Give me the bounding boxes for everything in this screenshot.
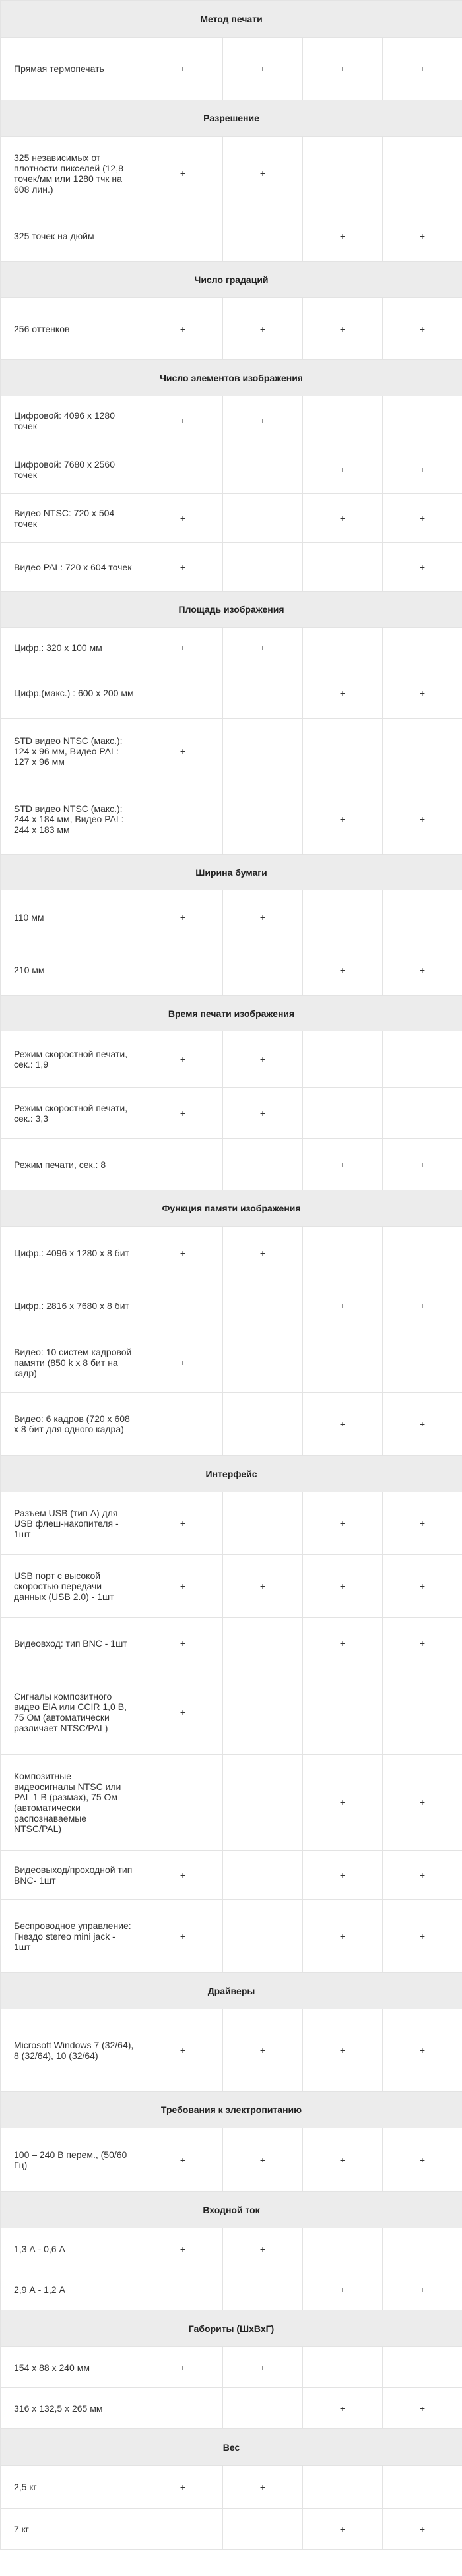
- availability-mark-model-1: +: [143, 494, 223, 543]
- spec-label: Режим скоростной печати, сек.: 3,3: [1, 1088, 143, 1139]
- availability-mark-model-4: +: [383, 38, 462, 100]
- availability-mark-model-4: +: [383, 494, 462, 543]
- availability-mark-model-2: +: [223, 2128, 303, 2192]
- availability-mark-model-4: [383, 2228, 462, 2269]
- spec-row: [1, 1669, 462, 1755]
- availability-mark-model-3: [303, 1227, 383, 1279]
- availability-mark-model-1: [143, 1139, 223, 1190]
- spec-label: Режим печати, сек.: 8: [1, 1139, 143, 1190]
- availability-mark-model-2: [223, 2509, 303, 2550]
- spec-row: [1, 1851, 462, 1900]
- availability-mark-model-1: [143, 783, 223, 855]
- spec-row: [1, 1755, 462, 1851]
- availability-mark-model-4: +: [383, 1139, 462, 1190]
- availability-mark-model-3: [303, 137, 383, 210]
- availability-mark-model-1: +: [143, 1618, 223, 1669]
- availability-mark-model-1: +: [143, 1492, 223, 1555]
- availability-mark-model-3: +: [303, 1139, 383, 1190]
- spec-row: [1, 1492, 462, 1555]
- availability-mark-model-4: +: [383, 1492, 462, 1555]
- spec-label: 100 – 240 В перем., (50/60 Гц): [1, 2128, 143, 2192]
- spec-row: [1, 2009, 462, 2092]
- spec-label: USB порт с высокой скоростью передачи данных (USB 2.0) - 1шт: [1, 1555, 143, 1618]
- spec-label: Microsoft Windows 7 (32/64), 8 (32/64), 10 (32/64): [1, 2009, 143, 2092]
- spec-label: STD видео NTSC (макс.): 244 x 184 мм, Видео PAL: 244 x 183 мм: [1, 783, 143, 855]
- availability-mark-model-3: [303, 719, 383, 783]
- spec-row: [1, 719, 462, 783]
- section-header: [1, 1190, 462, 1227]
- availability-mark-model-3: +: [303, 667, 383, 719]
- availability-mark-model-1: [143, 944, 223, 996]
- availability-mark-model-4: +: [383, 2269, 462, 2310]
- availability-mark-model-2: [223, 1393, 303, 1456]
- availability-mark-model-1: +: [143, 298, 223, 360]
- availability-mark-model-4: +: [383, 543, 462, 592]
- availability-mark-model-2: +: [223, 2347, 303, 2388]
- spec-label: 154 x 88 x 240 мм: [1, 2347, 143, 2388]
- availability-mark-model-1: +: [143, 38, 223, 100]
- spec-label: 2,9 А - 1,2 А: [1, 2269, 143, 2310]
- spec-row: [1, 2269, 462, 2310]
- availability-mark-model-4: +: [383, 1851, 462, 1900]
- availability-mark-model-1: [143, 2269, 223, 2310]
- availability-mark-model-3: [303, 543, 383, 592]
- availability-mark-model-3: +: [303, 298, 383, 360]
- availability-mark-model-3: +: [303, 2009, 383, 2092]
- availability-mark-model-1: +: [143, 2347, 223, 2388]
- availability-mark-model-3: +: [303, 1393, 383, 1456]
- spec-row: [1, 210, 462, 262]
- availability-mark-model-4: +: [383, 2009, 462, 2092]
- availability-mark-model-4: +: [383, 1618, 462, 1669]
- spec-label: Прямая термопечать: [1, 38, 143, 100]
- availability-mark-model-1: +: [143, 543, 223, 592]
- spec-row: [1, 667, 462, 719]
- availability-mark-model-2: [223, 1900, 303, 1973]
- spec-label: Видео NTSC: 720 x 504 точек: [1, 494, 143, 543]
- availability-mark-model-4: [383, 137, 462, 210]
- section-title: Число градаций: [1, 262, 462, 298]
- availability-mark-model-1: +: [143, 1031, 223, 1088]
- section-header: [1, 2192, 462, 2228]
- availability-mark-model-4: +: [383, 2509, 462, 2550]
- availability-mark-model-3: [303, 2347, 383, 2388]
- availability-mark-model-3: +: [303, 1555, 383, 1618]
- availability-mark-model-3: +: [303, 1851, 383, 1900]
- section-title: Метод печати: [1, 1, 462, 38]
- availability-mark-model-4: +: [383, 667, 462, 719]
- spec-label: 316 x 132,5 x 265 мм: [1, 2388, 143, 2429]
- section-title: Требования к электропитанию: [1, 2092, 462, 2128]
- availability-mark-model-2: [223, 2388, 303, 2429]
- availability-mark-model-3: +: [303, 2128, 383, 2192]
- spec-row: [1, 1900, 462, 1973]
- availability-mark-model-2: [223, 1755, 303, 1851]
- spec-label: Беспроводное управление: Гнездо stereo mini jack - 1шт: [1, 1900, 143, 1973]
- availability-mark-model-1: +: [143, 1227, 223, 1279]
- spec-label: Композитные видеосигналы NTSC или PAL 1 В (размах), 75 Ом (автоматически распознаваемые NTSC/PAL): [1, 1755, 143, 1851]
- availability-mark-model-2: +: [223, 137, 303, 210]
- availability-mark-model-2: +: [223, 1227, 303, 1279]
- spec-row: [1, 298, 462, 360]
- spec-label: Цифровой: 7680 x 2560 точек: [1, 445, 143, 494]
- availability-mark-model-3: +: [303, 2388, 383, 2429]
- spec-label: 210 мм: [1, 944, 143, 996]
- availability-mark-model-4: +: [383, 298, 462, 360]
- availability-mark-model-4: +: [383, 944, 462, 996]
- availability-mark-model-2: [223, 1332, 303, 1393]
- availability-mark-model-3: +: [303, 210, 383, 262]
- availability-mark-model-4: [383, 1669, 462, 1755]
- availability-mark-model-1: +: [143, 628, 223, 667]
- availability-mark-model-2: +: [223, 1031, 303, 1088]
- spec-label: Сигналы композитного видео EIA или CCIR 1,0 В, 75 Ом (автоматически различает NTSC/PAL): [1, 1669, 143, 1755]
- availability-mark-model-3: [303, 628, 383, 667]
- section-title: Функция памяти изображения: [1, 1190, 462, 1227]
- availability-mark-model-3: +: [303, 1279, 383, 1332]
- availability-mark-model-4: [383, 1031, 462, 1088]
- availability-mark-model-2: +: [223, 1555, 303, 1618]
- availability-mark-model-2: [223, 1851, 303, 1900]
- section-header: [1, 855, 462, 890]
- availability-mark-model-4: [383, 2466, 462, 2509]
- availability-mark-model-3: +: [303, 2269, 383, 2310]
- spec-table-body: [1, 1, 462, 2550]
- availability-mark-model-3: [303, 396, 383, 445]
- availability-mark-model-1: +: [143, 2466, 223, 2509]
- availability-mark-model-2: [223, 783, 303, 855]
- spec-row: [1, 38, 462, 100]
- spec-row: [1, 543, 462, 592]
- spec-row: [1, 1555, 462, 1618]
- availability-mark-model-4: [383, 719, 462, 783]
- spec-label: Цифр.: 2816 x 7680 x 8 бит: [1, 1279, 143, 1332]
- availability-mark-model-4: [383, 1332, 462, 1393]
- spec-label: STD видео NTSC (макс.): 124 x 96 мм, Видео PAL: 127 x 96 мм: [1, 719, 143, 783]
- availability-mark-model-3: [303, 1669, 383, 1755]
- availability-mark-model-3: +: [303, 494, 383, 543]
- availability-mark-model-4: [383, 396, 462, 445]
- spec-label: 325 точек на дюйм: [1, 210, 143, 262]
- availability-mark-model-3: +: [303, 445, 383, 494]
- spec-row: [1, 944, 462, 996]
- spec-row: [1, 2228, 462, 2269]
- availability-mark-model-2: [223, 1669, 303, 1755]
- availability-mark-model-2: +: [223, 2466, 303, 2509]
- spec-label: Цифр.(макс.) : 600 x 200 мм: [1, 667, 143, 719]
- availability-mark-model-3: [303, 890, 383, 944]
- availability-mark-model-4: [383, 628, 462, 667]
- availability-mark-model-1: +: [143, 1851, 223, 1900]
- spec-row: [1, 1332, 462, 1393]
- section-title: Время печати изображения: [1, 996, 462, 1031]
- availability-mark-model-2: [223, 543, 303, 592]
- availability-mark-model-1: [143, 1279, 223, 1332]
- availability-mark-model-4: +: [383, 210, 462, 262]
- spec-row: [1, 1139, 462, 1190]
- availability-mark-model-2: +: [223, 2009, 303, 2092]
- availability-mark-model-3: [303, 1088, 383, 1139]
- availability-mark-model-4: [383, 1227, 462, 1279]
- spec-label: Видеовыход/проходной тип BNC- 1шт: [1, 1851, 143, 1900]
- section-header: [1, 262, 462, 298]
- section-header: [1, 100, 462, 137]
- section-header: [1, 592, 462, 628]
- spec-row: [1, 2347, 462, 2388]
- spec-row: [1, 628, 462, 667]
- spec-label: Видео: 6 кадров (720 x 608 x 8 бит для одного кадра): [1, 1393, 143, 1456]
- spec-label: 325 независимых от плотности пикселей (12,8 точек/мм или 1280 тчк на 608 лин.): [1, 137, 143, 210]
- availability-mark-model-1: +: [143, 1332, 223, 1393]
- availability-mark-model-1: +: [143, 2128, 223, 2192]
- section-title: Габориты (ШхВхГ): [1, 2310, 462, 2347]
- availability-mark-model-4: +: [383, 1393, 462, 1456]
- section-header: [1, 2310, 462, 2347]
- availability-mark-model-4: +: [383, 1900, 462, 1973]
- availability-mark-model-2: +: [223, 396, 303, 445]
- spec-row: [1, 396, 462, 445]
- availability-mark-model-2: [223, 1492, 303, 1555]
- availability-mark-model-4: +: [383, 783, 462, 855]
- availability-mark-model-3: [303, 1332, 383, 1393]
- availability-mark-model-4: +: [383, 2388, 462, 2429]
- spec-label: Видео: 10 систем кадровой памяти (850 k x 8 бит на кадр): [1, 1332, 143, 1393]
- availability-mark-model-3: [303, 2228, 383, 2269]
- availability-mark-model-3: +: [303, 1755, 383, 1851]
- spec-label: Цифр.: 320 x 100 мм: [1, 628, 143, 667]
- section-title: Площадь изображения: [1, 592, 462, 628]
- availability-mark-model-4: +: [383, 1279, 462, 1332]
- availability-mark-model-2: [223, 494, 303, 543]
- availability-mark-model-2: +: [223, 298, 303, 360]
- spec-row: [1, 2466, 462, 2509]
- spec-label: 2,5 кг: [1, 2466, 143, 2509]
- spec-row: [1, 445, 462, 494]
- spec-row: [1, 2388, 462, 2429]
- spec-label: 7 кг: [1, 2509, 143, 2550]
- availability-mark-model-1: [143, 1755, 223, 1851]
- availability-mark-model-4: +: [383, 1555, 462, 1618]
- availability-mark-model-1: +: [143, 137, 223, 210]
- section-header: [1, 996, 462, 1031]
- availability-mark-model-1: +: [143, 1555, 223, 1618]
- spec-row: [1, 1031, 462, 1088]
- availability-mark-model-2: [223, 445, 303, 494]
- availability-mark-model-1: +: [143, 2228, 223, 2269]
- availability-mark-model-3: [303, 1031, 383, 1088]
- spec-row: [1, 1618, 462, 1669]
- spec-label: Режим скоростной печати, сек.: 1,9: [1, 1031, 143, 1088]
- availability-mark-model-2: +: [223, 38, 303, 100]
- availability-mark-model-1: [143, 2509, 223, 2550]
- spec-row: [1, 1227, 462, 1279]
- availability-mark-model-1: +: [143, 396, 223, 445]
- availability-mark-model-4: [383, 890, 462, 944]
- availability-mark-model-1: [143, 445, 223, 494]
- availability-mark-model-1: +: [143, 1900, 223, 1973]
- availability-mark-model-3: +: [303, 783, 383, 855]
- availability-mark-model-3: +: [303, 2509, 383, 2550]
- availability-mark-model-2: [223, 944, 303, 996]
- spec-row: [1, 494, 462, 543]
- section-title: Ширина бумаги: [1, 855, 462, 890]
- spec-label: 1,3 А - 0,6 А: [1, 2228, 143, 2269]
- availability-mark-model-2: [223, 1279, 303, 1332]
- spec-row: [1, 1279, 462, 1332]
- availability-mark-model-1: +: [143, 719, 223, 783]
- spec-row: [1, 2128, 462, 2192]
- spec-row: [1, 1393, 462, 1456]
- availability-mark-model-3: +: [303, 1900, 383, 1973]
- section-header: [1, 1973, 462, 2009]
- section-header: [1, 2092, 462, 2128]
- spec-row: [1, 783, 462, 855]
- section-title: Драйверы: [1, 1973, 462, 2009]
- section-header: [1, 1456, 462, 1492]
- availability-mark-model-1: [143, 1393, 223, 1456]
- availability-mark-model-2: +: [223, 890, 303, 944]
- availability-mark-model-3: [303, 2466, 383, 2509]
- availability-mark-model-2: [223, 1139, 303, 1190]
- section-title: Число элементов изображения: [1, 360, 462, 396]
- section-title: Входной ток: [1, 2192, 462, 2228]
- spec-row: [1, 137, 462, 210]
- spec-label: 256 оттенков: [1, 298, 143, 360]
- availability-mark-model-3: +: [303, 1618, 383, 1669]
- availability-mark-model-3: +: [303, 944, 383, 996]
- spec-label: Цифр.: 4096 x 1280 x 8 бит: [1, 1227, 143, 1279]
- availability-mark-model-4: +: [383, 2128, 462, 2192]
- availability-mark-model-1: +: [143, 890, 223, 944]
- availability-mark-model-2: +: [223, 2228, 303, 2269]
- spec-row: [1, 890, 462, 944]
- availability-mark-model-1: +: [143, 1088, 223, 1139]
- availability-mark-model-1: +: [143, 2009, 223, 2092]
- availability-mark-model-2: [223, 210, 303, 262]
- availability-mark-model-4: +: [383, 445, 462, 494]
- availability-mark-model-4: [383, 2347, 462, 2388]
- availability-mark-model-2: [223, 1618, 303, 1669]
- section-header: [1, 1, 462, 38]
- availability-mark-model-3: +: [303, 38, 383, 100]
- section-header: [1, 360, 462, 396]
- section-header: [1, 2429, 462, 2466]
- availability-mark-model-1: [143, 210, 223, 262]
- spec-label: Разъем USB (тип A) для USB флеш-накопителя - 1шт: [1, 1492, 143, 1555]
- availability-mark-model-2: +: [223, 1088, 303, 1139]
- availability-mark-model-4: +: [383, 1755, 462, 1851]
- spec-label: 110 мм: [1, 890, 143, 944]
- availability-mark-model-1: [143, 667, 223, 719]
- availability-mark-model-2: [223, 2269, 303, 2310]
- availability-mark-model-4: [383, 1088, 462, 1139]
- availability-mark-model-2: +: [223, 628, 303, 667]
- availability-mark-model-3: +: [303, 1492, 383, 1555]
- availability-mark-model-1: +: [143, 1669, 223, 1755]
- availability-mark-model-1: [143, 2388, 223, 2429]
- availability-mark-model-2: [223, 719, 303, 783]
- spec-row: [1, 1088, 462, 1139]
- availability-mark-model-2: [223, 667, 303, 719]
- spec-label: Видео PAL: 720 x 604 точек: [1, 543, 143, 592]
- spec-label: Видеовход: тип BNC - 1шт: [1, 1618, 143, 1669]
- spec-label: Цифровой: 4096 x 1280 точек: [1, 396, 143, 445]
- section-title: Вес: [1, 2429, 462, 2466]
- spec-row: [1, 2509, 462, 2550]
- section-title: Интерфейс: [1, 1456, 462, 1492]
- section-title: Разрешение: [1, 100, 462, 137]
